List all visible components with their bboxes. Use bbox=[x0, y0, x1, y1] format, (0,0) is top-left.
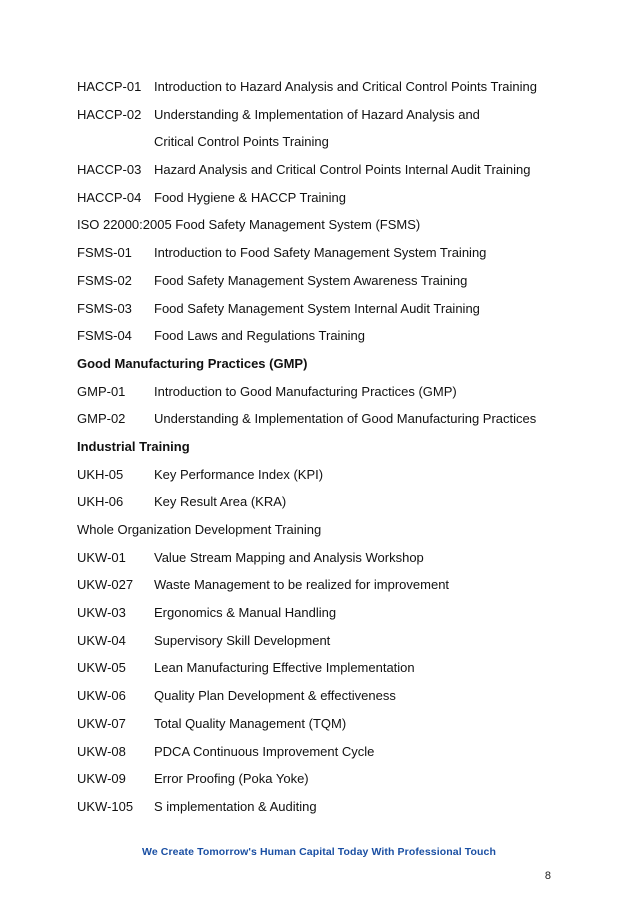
course-title: Quality Plan Development & effectiveness bbox=[154, 688, 396, 704]
course-code: UKW-03 bbox=[77, 605, 126, 621]
course-code: GMP-01 bbox=[77, 383, 126, 399]
course-row bbox=[77, 544, 617, 572]
course-title: Key Performance Index (KPI) bbox=[154, 466, 324, 482]
training-course-list bbox=[77, 73, 617, 821]
course-row bbox=[77, 627, 617, 655]
course-code: UKW-05 bbox=[77, 660, 126, 676]
course-title: Key Result Area (KRA) bbox=[154, 494, 287, 510]
course-row bbox=[77, 239, 617, 267]
course-row bbox=[77, 378, 617, 406]
course-code: GMP-02 bbox=[77, 411, 126, 427]
course-title: Introduction to Hazard Analysis and Critical Control Points Training bbox=[154, 79, 537, 94]
course-title: Food Hygiene & HACCP Training bbox=[154, 189, 346, 205]
course-row bbox=[77, 793, 617, 821]
course-title: Introduction to Food Safety Management System Training bbox=[154, 245, 487, 261]
footer-tagline: We Create Tomorrow's Human Capital Today With Professional Touch bbox=[142, 846, 496, 858]
course-code: UKH-05 bbox=[77, 466, 124, 482]
section-heading-text: Good Manufacturing Practices (GMP) bbox=[77, 355, 308, 371]
course-row bbox=[77, 295, 617, 323]
course-row bbox=[77, 73, 617, 101]
course-title: S implementation & Auditing bbox=[154, 798, 317, 814]
course-title: PDCA Continuous Improvement Cycle bbox=[154, 743, 375, 759]
course-code: FSMS-01 bbox=[77, 245, 132, 261]
course-row bbox=[77, 654, 617, 682]
section-heading-text: ISO 22000:2005 Food Safety Management System (FSMS) bbox=[77, 217, 421, 233]
course-title: Hazard Analysis and Critical Control Points Internal Audit Training bbox=[154, 162, 531, 178]
course-title: Waste Management to be realized for improvement bbox=[154, 577, 450, 593]
section-heading-text: Industrial Training bbox=[77, 438, 190, 454]
course-row bbox=[77, 461, 617, 489]
course-code: HACCP-03 bbox=[77, 162, 142, 178]
course-row bbox=[77, 682, 617, 710]
section-heading bbox=[77, 433, 617, 461]
course-row bbox=[77, 738, 617, 766]
course-row bbox=[77, 184, 617, 212]
course-row bbox=[77, 599, 617, 627]
course-title: Value Stream Mapping and Analysis Workshop bbox=[154, 549, 424, 565]
course-title: Food Safety Management System Awareness Training bbox=[154, 272, 468, 288]
course-code: FSMS-04 bbox=[77, 328, 132, 344]
course-row bbox=[77, 488, 617, 516]
course-row bbox=[77, 128, 617, 156]
course-code: UKW-06 bbox=[77, 688, 126, 704]
course-row bbox=[77, 765, 617, 793]
course-title: Critical Control Points Training bbox=[154, 134, 329, 150]
course-title: Food Laws and Regulations Training bbox=[154, 328, 366, 344]
section-heading bbox=[77, 211, 617, 239]
course-code: HACCP-04 bbox=[77, 189, 142, 205]
course-title: Understanding & Implementation of Good Manufacturing Practices bbox=[154, 411, 537, 427]
course-code: UKW-07 bbox=[77, 715, 126, 731]
course-code: HACCP-01 bbox=[77, 79, 142, 94]
course-row bbox=[77, 322, 617, 350]
course-title: Supervisory Skill Development bbox=[154, 632, 331, 648]
course-title: Lean Manufacturing Effective Implementation bbox=[154, 660, 415, 676]
course-title: Total Quality Management (TQM) bbox=[154, 715, 347, 731]
course-code: UKW-08 bbox=[77, 743, 126, 759]
course-code: UKW-04 bbox=[77, 632, 126, 648]
course-title: Error Proofing (Poka Yoke) bbox=[154, 771, 309, 787]
course-title: Understanding & Implementation of Hazard Analysis and bbox=[154, 106, 480, 122]
course-code: FSMS-03 bbox=[77, 300, 132, 316]
course-code: UKW-105 bbox=[77, 798, 134, 814]
course-code: UKW-027 bbox=[77, 577, 134, 593]
course-code: UKW-09 bbox=[77, 771, 126, 787]
course-code: FSMS-02 bbox=[77, 272, 132, 288]
course-row bbox=[77, 710, 617, 738]
course-code: UKW-01 bbox=[77, 549, 126, 565]
course-code: UKH-06 bbox=[77, 494, 124, 510]
section-heading bbox=[77, 516, 617, 544]
course-row bbox=[77, 156, 617, 184]
course-row bbox=[77, 405, 617, 433]
section-heading-text: Whole Organization Development Training bbox=[77, 522, 322, 537]
course-row bbox=[77, 267, 617, 295]
course-title: Introduction to Good Manufacturing Practices (GMP) bbox=[154, 383, 457, 399]
course-row bbox=[77, 101, 617, 129]
course-code: HACCP-02 bbox=[77, 106, 142, 122]
section-heading bbox=[77, 350, 617, 378]
course-row bbox=[77, 571, 617, 599]
page-number: 8 bbox=[544, 870, 551, 882]
course-title: Ergonomics & Manual Handling bbox=[154, 605, 337, 621]
course-title: Food Safety Management System Internal Audit Training bbox=[154, 300, 480, 316]
